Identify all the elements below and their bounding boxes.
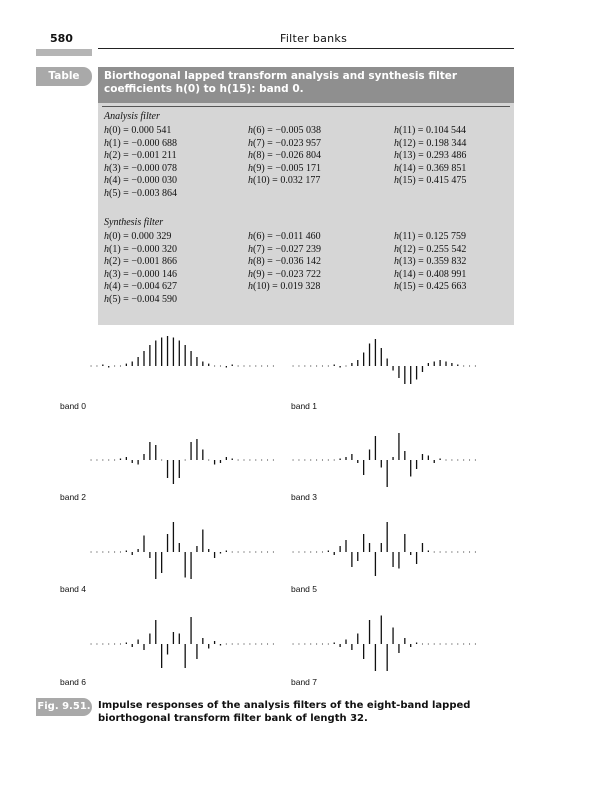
coefficient-value: −0.004 590	[131, 293, 177, 305]
stem-dot	[232, 552, 233, 553]
coefficient-analysis-3	[104, 163, 177, 174]
header-accent-bar	[36, 49, 92, 56]
stem-dot	[463, 460, 464, 461]
coefficient-value: −0.036 142	[275, 256, 321, 267]
stem-dot	[316, 644, 317, 645]
coefficient-label: h(3) =	[104, 162, 132, 174]
band-label: band 2	[60, 492, 86, 502]
coefficient-label: h(6) =	[248, 125, 276, 136]
stem-dot	[261, 552, 262, 553]
stem-dot	[91, 366, 92, 367]
coefficient-analysis-11	[394, 125, 466, 136]
stem-dot	[310, 366, 311, 367]
coefficient-synthesis-5	[104, 294, 177, 305]
coefficient-value: −0.004 627	[131, 281, 177, 292]
page-number: 580	[50, 32, 73, 45]
coefficient-analysis-13	[394, 150, 466, 161]
coefficient-analysis-10	[248, 175, 320, 186]
table-caption: Biorthogonal lapped transform analysis and synthesis filter coefficients h(0) to h(15): band 0.	[98, 67, 514, 103]
coefficient-label: h(3) =	[104, 268, 132, 280]
stem-dot	[475, 460, 476, 461]
coefficient-label: h(10) =	[248, 175, 281, 186]
stem-dot	[91, 460, 92, 461]
stem-dot	[208, 460, 209, 461]
coefficient-analysis-8	[248, 150, 321, 161]
impulse-plot-band-2	[84, 424, 284, 504]
stem-dot	[114, 644, 115, 645]
stem-dot	[220, 366, 221, 367]
coefficient-label: h(4) =	[104, 175, 132, 186]
stem-dot	[267, 644, 268, 645]
stem-dot	[120, 644, 121, 645]
coefficient-synthesis-1	[104, 244, 177, 255]
coefficient-value: −0.026 804	[275, 150, 321, 161]
stem-dot	[244, 366, 245, 367]
coefficient-synthesis-0	[104, 231, 171, 242]
coefficient-label: h(14) =	[394, 162, 427, 174]
impulse-plot-band-1	[286, 330, 486, 410]
band-label: band 5	[291, 584, 317, 594]
stem-dot	[316, 460, 317, 461]
stem-dot	[238, 460, 239, 461]
coefficient-label: h(0) =	[104, 231, 132, 242]
stem-dot	[322, 460, 323, 461]
band-label: band 3	[291, 492, 317, 502]
stem-dot	[273, 460, 274, 461]
stem-dot	[267, 366, 268, 367]
coefficient-synthesis-11	[394, 231, 466, 242]
coefficient-table	[36, 67, 514, 327]
stem-dot	[475, 552, 476, 553]
stem-dot	[249, 644, 250, 645]
impulse-plot-band-0	[84, 330, 284, 410]
stem-dot	[273, 366, 274, 367]
stem-dot	[261, 644, 262, 645]
coefficient-value: 0.019 328	[280, 281, 321, 292]
stem-dot	[346, 366, 347, 367]
stem-dot	[255, 460, 256, 461]
stem-plot	[84, 330, 284, 410]
coefficient-label: h(6) =	[248, 231, 276, 242]
coefficient-value: 0.425 663	[426, 281, 467, 292]
stem-dot	[428, 644, 429, 645]
coefficient-synthesis-10	[248, 281, 320, 292]
stem-dot	[451, 460, 452, 461]
stem-plot	[286, 330, 486, 410]
stem-dot	[293, 366, 294, 367]
coefficient-value: 0.000 541	[131, 125, 172, 136]
stem-dot	[214, 366, 215, 367]
stem-dot	[451, 644, 452, 645]
stem-dot	[475, 644, 476, 645]
stem-dot	[114, 366, 115, 367]
table-body	[98, 103, 514, 325]
coefficient-analysis-1	[104, 138, 177, 149]
stem-dot	[440, 644, 441, 645]
coefficient-label: h(4) =	[104, 281, 132, 292]
coefficient-value: 0.255 542	[426, 243, 467, 255]
coefficient-analysis-12	[394, 138, 466, 149]
coefficient-label: h(2) =	[104, 150, 132, 161]
stem-dot	[261, 366, 262, 367]
stem-dot	[273, 552, 274, 553]
coefficient-value: 0.032 177	[280, 175, 321, 186]
stem-dot	[469, 460, 470, 461]
stem-dot	[249, 366, 250, 367]
stem-dot	[298, 644, 299, 645]
coefficient-label: h(15) =	[394, 281, 427, 292]
coefficient-synthesis-2	[104, 256, 177, 267]
coefficient-label: h(0) =	[104, 125, 132, 136]
coefficient-value: 0.125 759	[425, 231, 466, 242]
stem-dot	[463, 644, 464, 645]
coefficient-label: h(12) =	[394, 243, 427, 255]
coefficient-label: h(9) =	[248, 268, 276, 280]
stem-dot	[226, 644, 227, 645]
stem-dot	[267, 552, 268, 553]
stem-dot	[434, 644, 435, 645]
stem-dot	[238, 644, 239, 645]
stem-dot	[328, 366, 329, 367]
stem-dot	[244, 644, 245, 645]
stem-dot	[102, 460, 103, 461]
stem-dot	[451, 552, 452, 553]
stem-dot	[469, 644, 470, 645]
stem-dot	[463, 552, 464, 553]
coefficient-value: 0.359 832	[426, 256, 467, 267]
stem-dot	[316, 366, 317, 367]
stem-plot	[286, 608, 486, 688]
coefficient-value: −0.003 864	[131, 187, 177, 199]
coefficient-value: −0.023 722	[275, 268, 321, 280]
coefficient-analysis-2	[104, 150, 177, 161]
coefficient-synthesis-14	[394, 269, 466, 280]
stem-dot	[114, 460, 115, 461]
stem-dot	[304, 644, 305, 645]
stem-dot	[304, 552, 305, 553]
header-rule	[98, 48, 514, 49]
stem-dot	[434, 552, 435, 553]
stem-dot	[310, 460, 311, 461]
stem-dot	[293, 552, 294, 553]
running-title: Filter banks	[280, 32, 348, 45]
stem-dot	[440, 552, 441, 553]
coefficient-synthesis-8	[248, 256, 321, 267]
coefficient-label: h(2) =	[104, 256, 132, 267]
stem-dot	[244, 460, 245, 461]
stem-dot	[298, 460, 299, 461]
stem-dot	[422, 644, 423, 645]
coefficient-value: −0.005 038	[275, 125, 321, 136]
coefficient-value: −0.011 460	[275, 231, 321, 242]
coefficient-analysis-9	[248, 163, 321, 174]
coefficient-label: h(13) =	[394, 150, 427, 161]
stem-dot	[161, 460, 162, 461]
coefficient-label: h(14) =	[394, 268, 427, 280]
coefficient-value: −0.001 211	[131, 150, 177, 161]
stem-dot	[298, 552, 299, 553]
stem-dot	[293, 644, 294, 645]
band-label: band 4	[60, 584, 86, 594]
coefficient-label: h(11) =	[394, 125, 426, 136]
stem-dot	[446, 460, 447, 461]
coefficient-synthesis-3	[104, 269, 177, 280]
stem-dot	[328, 644, 329, 645]
coefficient-label: h(7) =	[248, 243, 276, 255]
stem-dot	[457, 552, 458, 553]
coefficient-synthesis-13	[394, 256, 466, 267]
coefficient-synthesis-6	[248, 231, 321, 242]
band-label: band 0	[60, 401, 86, 411]
stem-dot	[273, 644, 274, 645]
stem-dot	[463, 366, 464, 367]
band-label: band 1	[291, 401, 317, 411]
band-label: band 6	[60, 677, 86, 687]
stem-dot	[322, 366, 323, 367]
table-rule	[102, 106, 510, 107]
coefficient-analysis-7	[248, 138, 321, 149]
coefficient-analysis-6	[248, 125, 321, 136]
coefficient-analysis-15	[394, 175, 466, 186]
stem-dot	[304, 366, 305, 367]
stem-dot	[96, 552, 97, 553]
coefficient-analysis-0	[104, 125, 171, 136]
stem-dot	[238, 366, 239, 367]
band-label: band 7	[291, 677, 317, 687]
coefficient-value: 0.415 475	[426, 175, 467, 186]
stem-dot	[322, 552, 323, 553]
stem-dot	[244, 552, 245, 553]
coefficient-value: 0.293 486	[426, 150, 467, 161]
stem-dot	[91, 552, 92, 553]
coefficient-label: h(8) =	[248, 150, 276, 161]
stem-dot	[114, 552, 115, 553]
stem-dot	[102, 644, 103, 645]
stem-dot	[322, 644, 323, 645]
stem-dot	[310, 644, 311, 645]
coefficient-value: 0.408 991	[426, 268, 467, 280]
stem-dot	[293, 460, 294, 461]
coefficient-value: −0.027 239	[275, 243, 321, 255]
coefficient-value: −0.001 866	[131, 256, 177, 267]
coefficient-value: −0.000 320	[131, 243, 177, 255]
coefficient-value: −0.000 688	[131, 137, 177, 149]
stem-dot	[255, 644, 256, 645]
stem-dot	[304, 460, 305, 461]
synthesis-title: Synthesis filter	[104, 217, 164, 228]
stem-dot	[261, 460, 262, 461]
coefficient-value: 0.000 329	[131, 231, 172, 242]
coefficient-label: h(10) =	[248, 281, 281, 292]
coefficient-synthesis-4	[104, 281, 177, 292]
coefficient-synthesis-7	[248, 244, 321, 255]
coefficient-synthesis-9	[248, 269, 321, 280]
figure-caption: Impulse responses of the analysis filters of the eight-band lapped biorthogonal transform filter bank of length 32.	[98, 700, 471, 724]
coefficient-value: −0.023 957	[275, 137, 321, 149]
coefficient-label: h(5) =	[104, 293, 132, 305]
stem-dot	[255, 552, 256, 553]
stem-dot	[96, 644, 97, 645]
stem-dot	[475, 366, 476, 367]
figure-tag: Fig. 9.51.	[36, 698, 92, 716]
stem-dot	[255, 366, 256, 367]
stem-dot	[108, 552, 109, 553]
stem-dot	[232, 644, 233, 645]
coefficient-synthesis-12	[394, 244, 466, 255]
coefficient-label: h(7) =	[248, 137, 276, 149]
stem-plot	[84, 516, 284, 596]
stem-dot	[102, 552, 103, 553]
stem-plot	[84, 424, 284, 504]
stem-dot	[120, 552, 121, 553]
analysis-title: Analysis filter	[104, 111, 160, 122]
stem-dot	[298, 366, 299, 367]
stem-dot	[316, 552, 317, 553]
table-tag: Table 9.4.	[36, 67, 92, 86]
stem-dot	[267, 460, 268, 461]
impulse-plot-band-4	[84, 516, 284, 596]
coefficient-value: −0.005 171	[275, 162, 321, 174]
coefficient-label: h(1) =	[104, 137, 132, 149]
coefficient-label: h(11) =	[394, 231, 426, 242]
stem-plot	[84, 608, 284, 688]
stem-dot	[446, 552, 447, 553]
stem-dot	[310, 552, 311, 553]
stem-dot	[457, 644, 458, 645]
stem-dot	[457, 460, 458, 461]
coefficient-label: h(9) =	[248, 162, 276, 174]
stem-dot	[334, 460, 335, 461]
coefficient-label: h(1) =	[104, 243, 132, 255]
stem-dot	[96, 366, 97, 367]
coefficient-value: 0.198 344	[426, 137, 467, 149]
stem-dot	[469, 552, 470, 553]
coefficient-value: 0.369 851	[426, 162, 467, 174]
stem-dot	[469, 366, 470, 367]
coefficient-label: h(15) =	[394, 175, 427, 186]
stem-dot	[108, 644, 109, 645]
stem-dot	[120, 366, 121, 367]
coefficient-analysis-14	[394, 163, 466, 174]
coefficient-label: h(5) =	[104, 187, 132, 199]
coefficient-label: h(13) =	[394, 256, 427, 267]
stem-dot	[238, 552, 239, 553]
stem-dot	[96, 460, 97, 461]
coefficient-analysis-4	[104, 175, 177, 186]
stem-dot	[91, 644, 92, 645]
stem-dot	[249, 460, 250, 461]
stem-dot	[249, 552, 250, 553]
stem-dot	[108, 460, 109, 461]
coefficient-analysis-5	[104, 188, 177, 199]
coefficient-value: −0.000 030	[131, 175, 177, 186]
stem-dot	[185, 460, 186, 461]
coefficient-value: −0.000 078	[131, 162, 177, 174]
coefficient-value: −0.000 146	[131, 268, 177, 280]
coefficient-value: 0.104 544	[425, 125, 466, 136]
stem-dot	[446, 644, 447, 645]
coefficient-label: h(12) =	[394, 137, 427, 149]
coefficient-label: h(8) =	[248, 256, 276, 267]
coefficient-synthesis-15	[394, 281, 466, 292]
impulse-plot-band-7	[286, 608, 486, 688]
impulse-plot-band-6	[84, 608, 284, 688]
stem-dot	[328, 460, 329, 461]
